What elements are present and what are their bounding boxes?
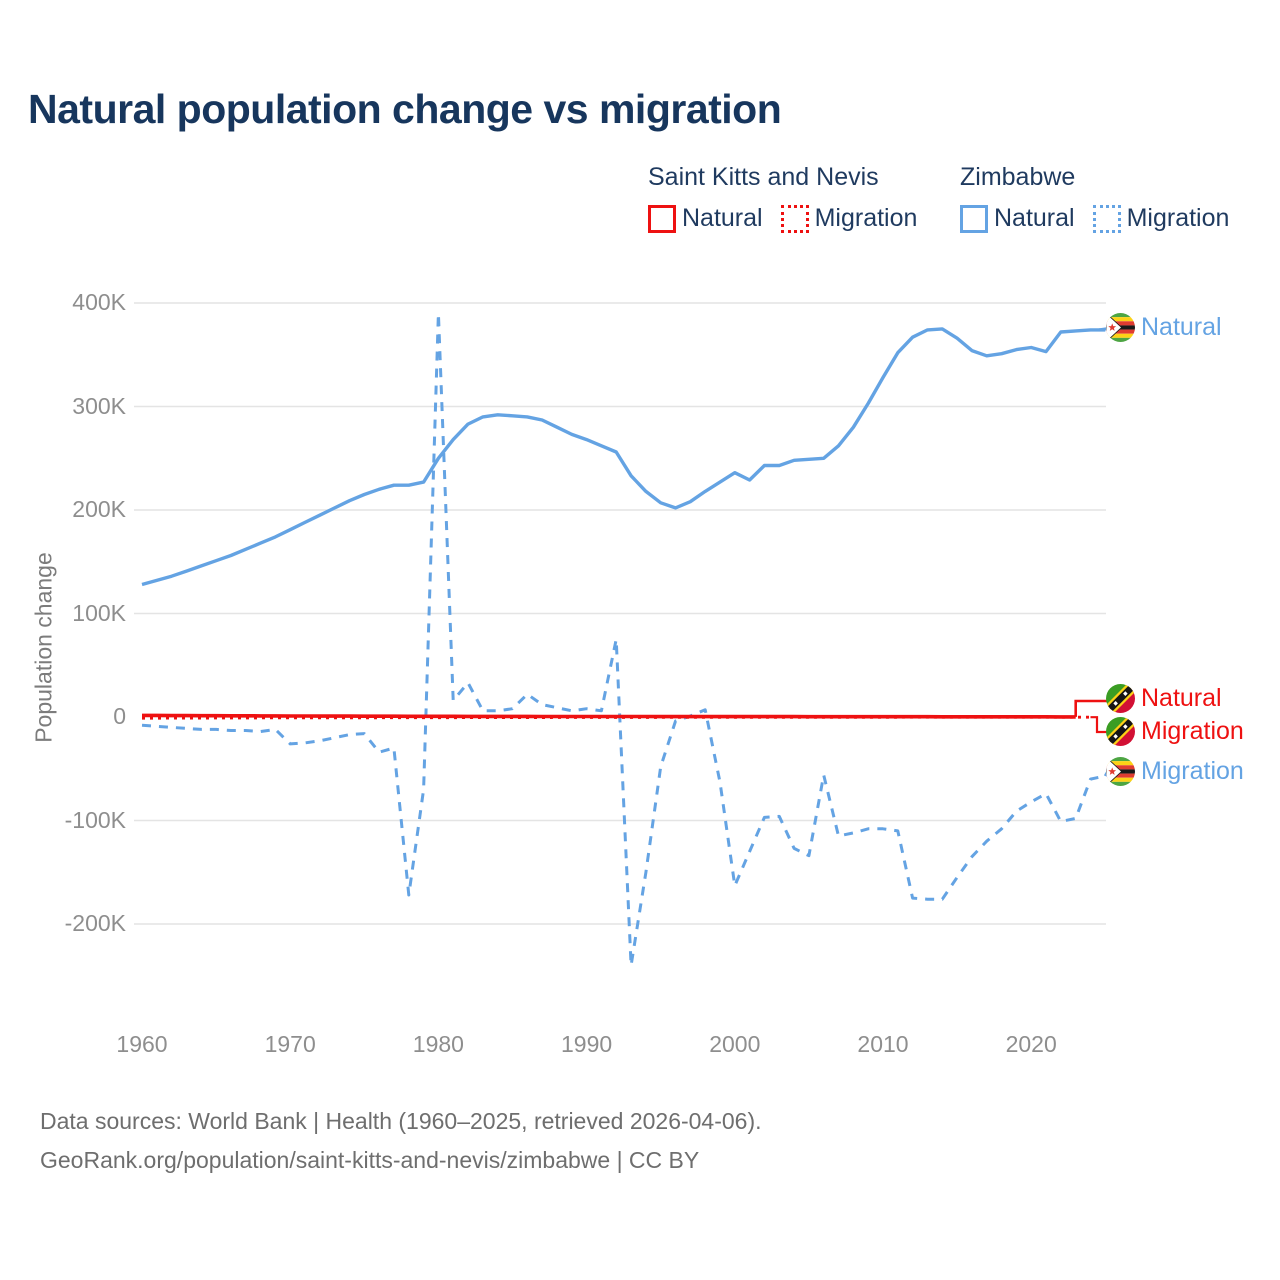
y-axis-tick-label: -200K bbox=[64, 910, 126, 936]
legend-country-zimbabwe: Zimbabwe bbox=[960, 163, 1076, 191]
series-end-label-zimbabwe-natural bbox=[1106, 313, 1222, 342]
y-axis-title: Population change bbox=[30, 552, 57, 743]
x-axis-tick-label: 2010 bbox=[857, 1031, 909, 1057]
zimbabwe-flag-icon bbox=[1106, 313, 1135, 342]
y-axis-tick-label: 400K bbox=[72, 289, 126, 315]
x-axis-tick-label: 1990 bbox=[561, 1031, 613, 1057]
x-axis-tick-label: 1970 bbox=[264, 1031, 316, 1057]
zimbabwe-flag-icon bbox=[1106, 757, 1135, 786]
x-axis-tick-label: 1980 bbox=[412, 1031, 464, 1057]
data-sources-text: Data sources: World Bank | Health (1960–2025, retrieved 2026-04-06). bbox=[40, 1108, 762, 1134]
chart-title: Natural population change vs migration bbox=[28, 86, 782, 132]
x-axis-tick-label: 2000 bbox=[709, 1031, 761, 1057]
saint-kitts-flag-icon bbox=[1106, 717, 1135, 746]
legend-item-label: Migration bbox=[814, 204, 918, 232]
series-end-label-text: Migration bbox=[1141, 717, 1244, 745]
series-line-zw-migration bbox=[142, 313, 1105, 965]
series-end-label-zimbabwe-migration bbox=[1106, 757, 1244, 786]
series-line-zw-natural bbox=[142, 329, 1105, 585]
x-axis-tick-label: 1960 bbox=[116, 1031, 168, 1057]
connector-skn-migration bbox=[1091, 717, 1108, 732]
series-end-label-saint-kitts-natural bbox=[1106, 684, 1222, 713]
y-axis-tick-label: 200K bbox=[72, 496, 126, 522]
series-end-label-text: Natural bbox=[1141, 313, 1222, 341]
series-end-label-saint-kitts-migration bbox=[1106, 717, 1244, 746]
series-line-skn-natural bbox=[142, 715, 1076, 717]
x-axis-tick-label: 2020 bbox=[1005, 1031, 1057, 1057]
attribution-text: GeoRank.org/population/saint-kitts-and-nevis/zimbabwe | CC BY bbox=[40, 1147, 700, 1173]
y-axis-tick-label: 0 bbox=[113, 703, 126, 729]
legend-country-saint-kitts: Saint Kitts and Nevis bbox=[648, 163, 879, 191]
connector-skn-natural bbox=[1076, 701, 1108, 717]
y-axis-tick-label: 100K bbox=[72, 599, 126, 626]
legend-item-label: Natural bbox=[994, 204, 1075, 232]
saint-kitts-flag-icon bbox=[1106, 684, 1135, 713]
series-end-label-text: Natural bbox=[1141, 684, 1222, 712]
y-axis-tick-label: -100K bbox=[64, 806, 126, 833]
legend-item-label: Migration bbox=[1126, 204, 1230, 232]
legend-item-label: Natural bbox=[682, 204, 763, 232]
series-end-label-text: Migration bbox=[1141, 757, 1244, 785]
y-axis-tick-label: 300K bbox=[72, 392, 126, 419]
